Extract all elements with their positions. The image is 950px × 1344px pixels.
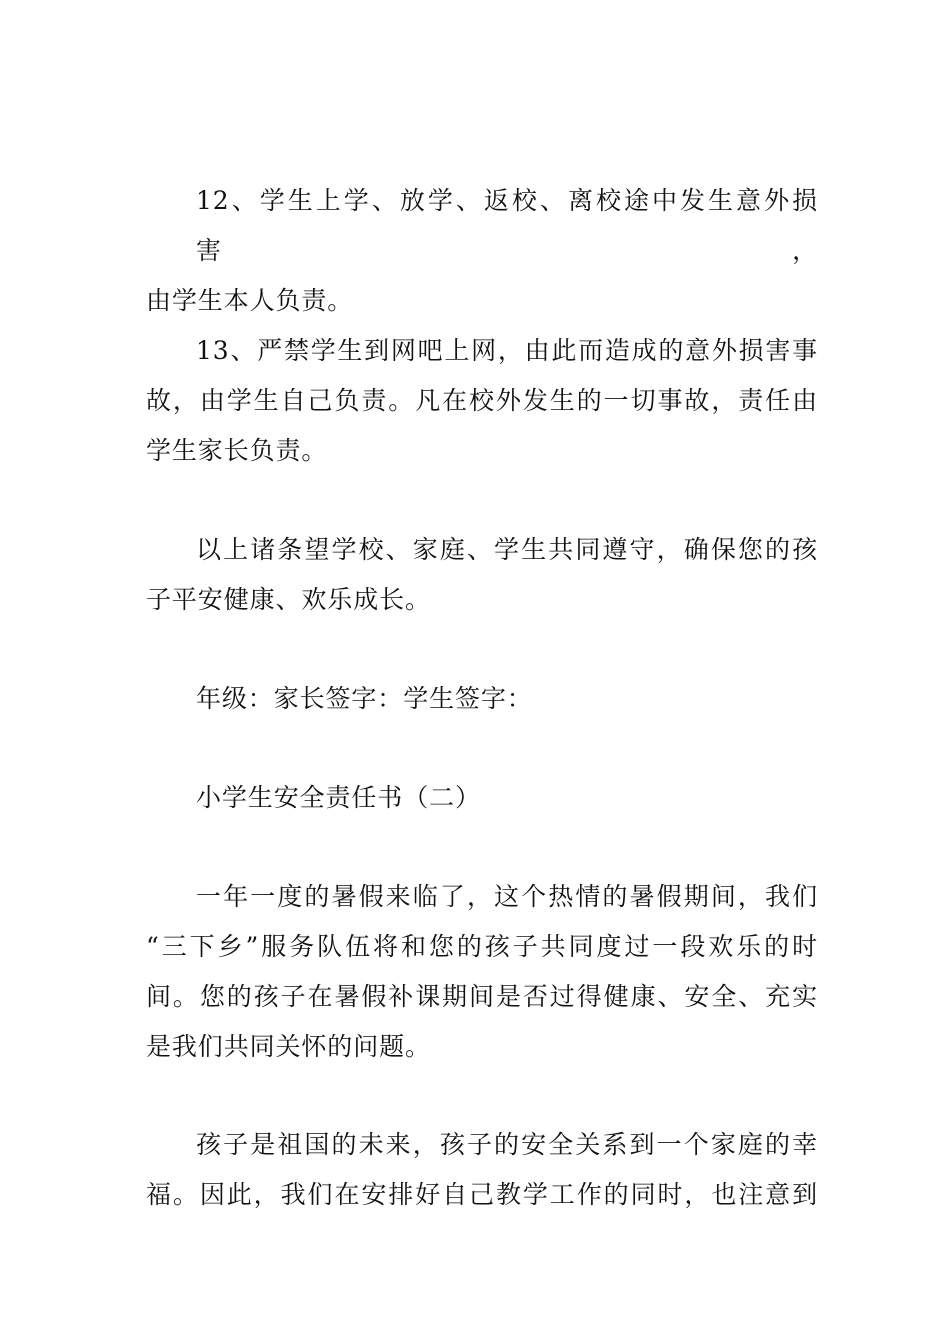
paragraph-item-12 [146,176,818,326]
paragraph-line: 是我们共同关怀的问题。 [146,1032,431,1061]
paragraph-item-13 [146,326,818,476]
paragraph-line: 福。因此，我们在安排好自己教学工作的同时，也注意到 [146,1180,818,1209]
section-title: 小学生安全责任书（二） [196,783,481,812]
paragraph-line: 子平安健康、欢乐成长。 [146,585,431,614]
paragraph-line: 由学生本人负责。 [146,286,354,315]
paragraph-closing [146,525,818,625]
paragraph-line: 故，由学生自己负责。凡在校外发生的一切事故，责任由 [146,386,818,415]
paragraph-line: 间。您的孩子在暑假补课期间是否过得健康、安全、充实 [146,982,818,1011]
paragraph-line: 13、严禁学生到网吧上网，由此而造成的意外损害事 [196,336,818,365]
paragraph-line: 学生家长负责。 [146,436,328,465]
signature-line: 年级：家长签字：学生签字： [196,684,533,713]
paragraph-intro [146,872,818,1072]
paragraph-line: 12、学生上学、放学、返校、离校途中发生意外损害， [196,186,818,265]
paragraph-line: 孩子是祖国的未来，孩子的安全关系到一个家庭的幸 [196,1130,818,1159]
paragraph-line: “三下乡”服务队伍将和您的孩子共同度过一段欢乐的时 [146,932,818,961]
paragraph-line: 一年一度的暑假来临了，这个热情的暑假期间，我们 [196,882,818,911]
paragraph-future [146,1120,818,1220]
paragraph-line: 以上诸条望学校、家庭、学生共同遵守，确保您的孩 [196,535,818,564]
